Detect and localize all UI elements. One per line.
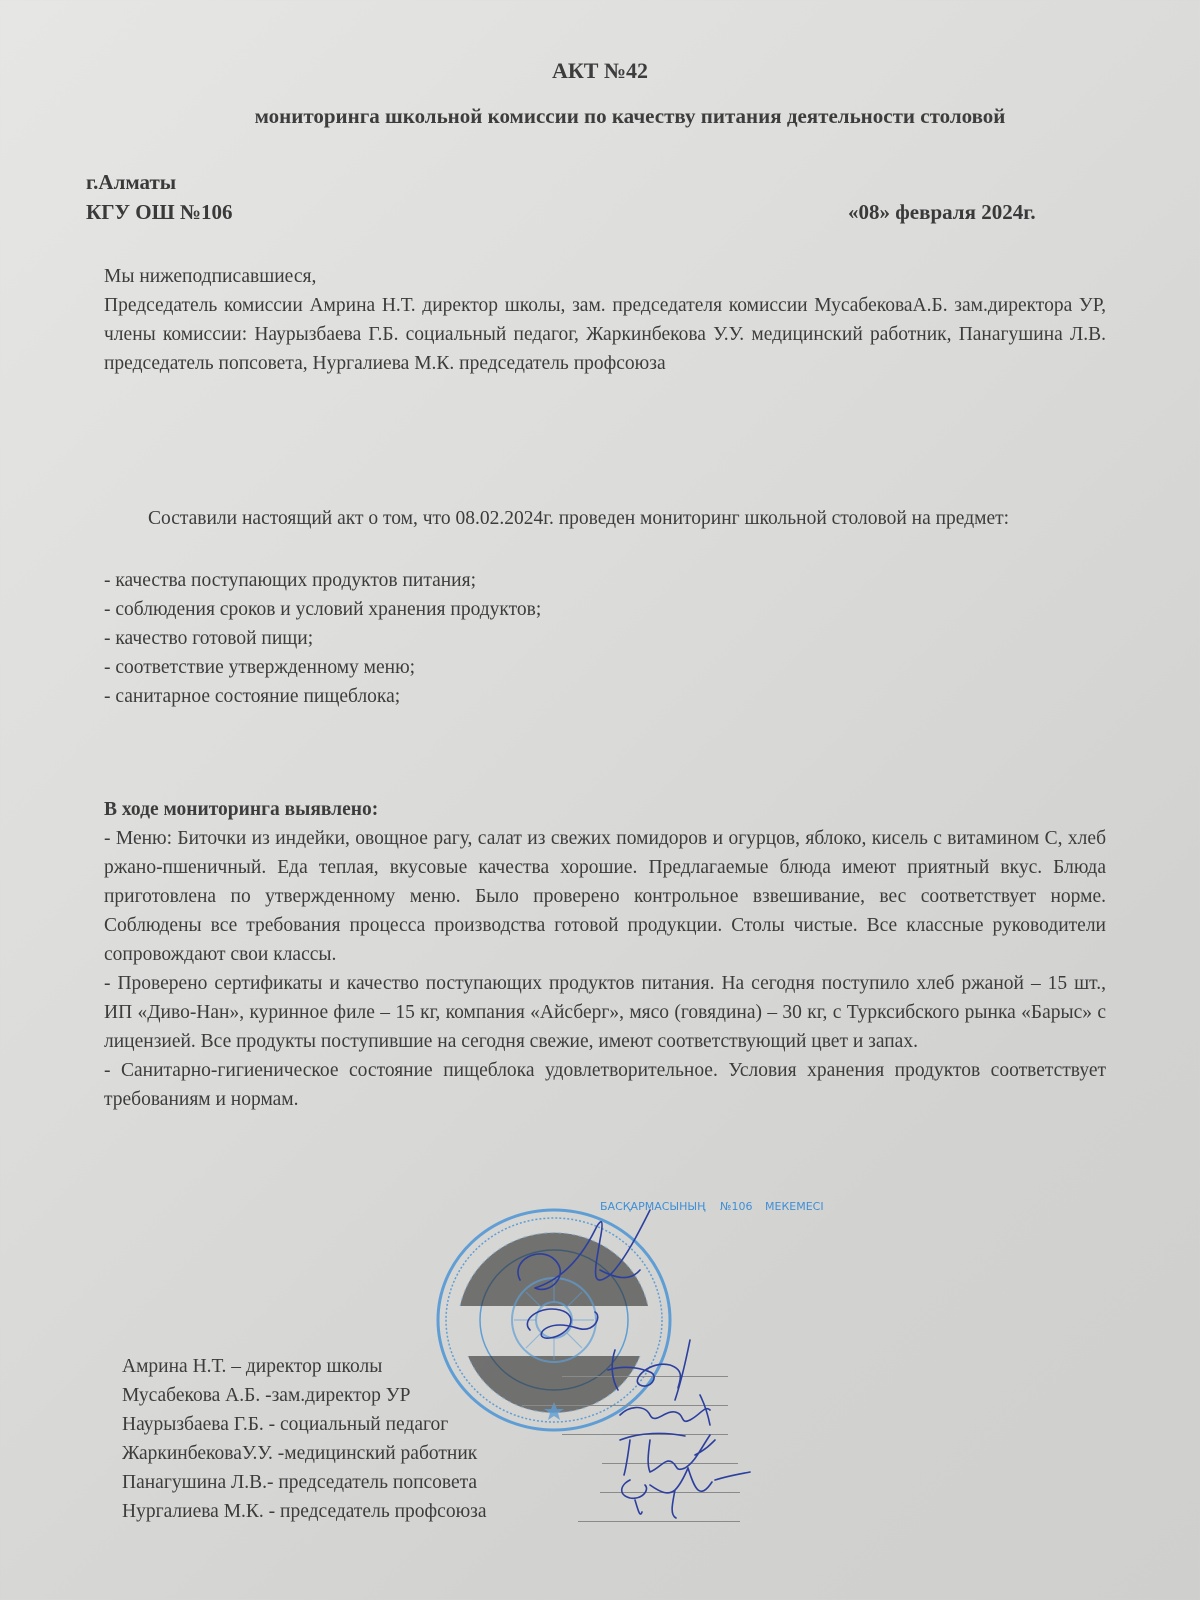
intro-paragraph	[104, 262, 1106, 378]
checklist-item: - соблюдения сроков и условий хранения продуктов;	[104, 599, 542, 620]
signatory-label: Панагушина Л.В.- председатель попсовета	[122, 1472, 478, 1493]
signature-panagushina	[620, 1433, 715, 1475]
signature-nurgalieva	[622, 1468, 750, 1518]
finding-item: - Проверено сертификаты и качество поступающих продуктов питания. На сегодня поступило хлеб ржаной – 15 шт., ИП «Диво-Нан», куринное филе – 15 кг, компания «Айсберг», мясо (говядина) – 30 кг, с Турксибского рынка «Барыс» с лицензией. Все продукты поступившие на сегодня свежие, имеют соответствующий цвет и запах.	[104, 973, 1106, 1052]
intro-opening: Мы нижеподписавшиеся,	[104, 266, 317, 287]
intro-members: Председатель комиссии Амрина Н.Т. директор школы, зам. председателя комиссии МусабековаА.Б. зам.директора УР, члены комиссии: Наурызбаева Г.Б. социальный педагог, Жаркинбекова У.У. медицинский работник, Панагушина Л.В. председатель попсовета, Нургалиева М.К. председатель профсоюза	[104, 295, 1106, 374]
finding-item: - Санитарно-гигиеническое состояние пищеблока удовлетворительное. Условия хранения продуктов соответствует требованиям и нормам.	[104, 1060, 1106, 1110]
organization: КГУ ОШ №106	[86, 200, 233, 224]
signatory-label: Амрина Н.Т. – директор школы	[122, 1356, 383, 1377]
stamp-text-top: БАСҚАРМАСЫНЫҢ	[600, 1200, 706, 1213]
findings-heading: В ходе мониторинга выявлено:	[104, 799, 379, 820]
findings-section	[104, 795, 1106, 1114]
document-title: АКТ №42	[551, 58, 649, 83]
document-subtitle: мониторинга школьной комиссии по качеству питания деятельности столовой	[254, 104, 1006, 128]
statement-paragraph: Составили настоящий акт о том, что 08.02.2024г. проведен мониторинг школьной столовой на предмет:	[148, 508, 1010, 529]
signature-musabekova	[527, 1309, 597, 1338]
signatory-label: Нургалиева М.К. - председатель профсоюза	[122, 1501, 487, 1522]
checklist-item: - соответствие утвержденному меню;	[104, 657, 416, 678]
signatory-label: Мусабекова А.Б. -зам.директор УР	[122, 1385, 411, 1406]
signature-zharkinbekova	[620, 1395, 710, 1425]
stamp-text-number: №106	[720, 1200, 753, 1213]
signature-line	[578, 1521, 740, 1522]
checklist-item: - качества поступающих продуктов питания;	[104, 570, 477, 591]
city: г.Алматы	[86, 170, 177, 194]
checklist-item: - санитарное состояние пищеблока;	[104, 686, 401, 707]
finding-item: - Меню: Биточки из индейки, овощное рагу, салат из свежих помидоров и огурцов, яблоко, кисель с витамином С, хлеб ржано-пшеничный. Еда теплая, вкусовые качества хорошие. Предлагаемые блюда имеют приятный вкус. Блюда приготовлена по утвержденному меню. Было проверено контрольное взвешивание, вес соответствует норме. Соблюдены все требования процесса производства готовой продукции. Столы чистые. Все классные руководители сопровождают свои классы.	[104, 828, 1106, 965]
checklist	[104, 566, 1106, 711]
handwritten-signatures	[500, 1200, 760, 1520]
signature-nauryzbaeva	[608, 1340, 690, 1400]
document-date: «08» февраля 2024г.	[848, 200, 1036, 224]
signatory-label: Наурызбаева Г.Б. - социальный педагог	[122, 1414, 449, 1435]
signatory-label: ЖаркинбековаУ.У. -медицинский работник	[122, 1443, 478, 1464]
signature-amrina	[518, 1210, 650, 1289]
stamp-text-bottom: МЕКЕМЕСІ	[765, 1200, 824, 1213]
checklist-item: - качество готовой пищи;	[104, 628, 314, 649]
